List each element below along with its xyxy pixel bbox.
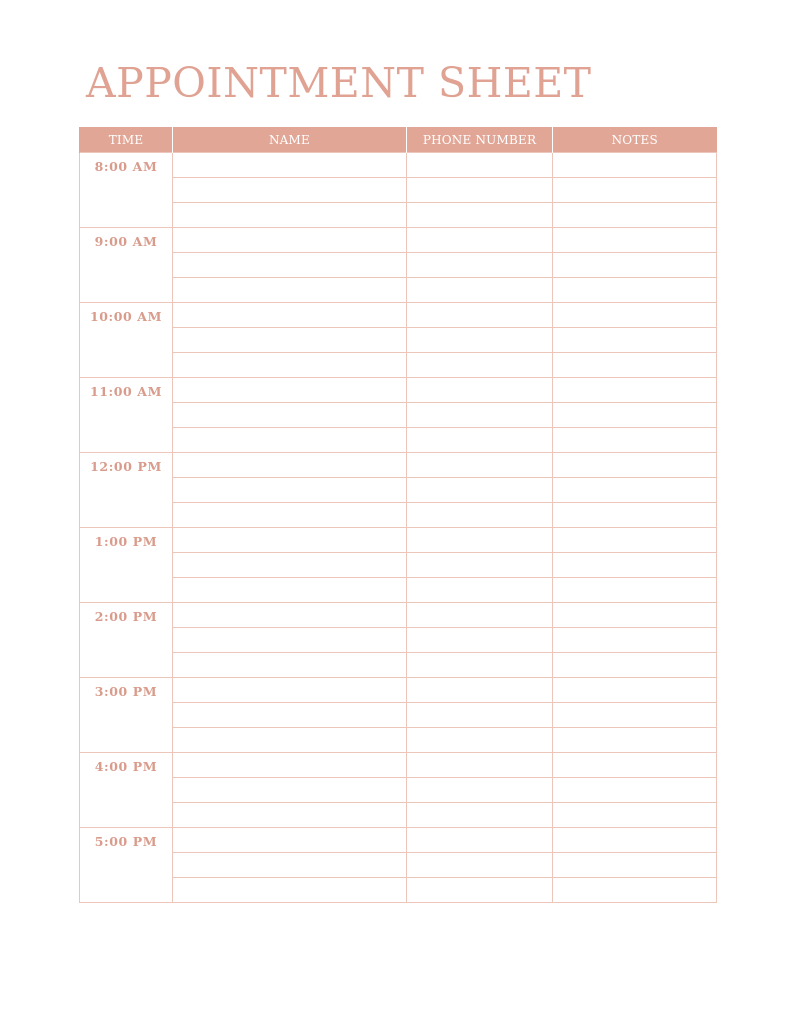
name-cell[interactable] [173,228,407,253]
phone-number-cell[interactable] [407,153,553,178]
appointment-row [80,253,717,278]
notes-cell[interactable] [553,178,717,203]
name-cell[interactable] [173,503,407,528]
notes-cell[interactable] [553,653,717,678]
phone-number-cell[interactable] [407,528,553,553]
notes-cell[interactable] [553,153,717,178]
appointment-row [80,153,717,178]
phone-number-cell[interactable] [407,878,553,903]
name-cell[interactable] [173,528,407,553]
phone-number-cell[interactable] [407,828,553,853]
notes-cell[interactable] [553,628,717,653]
phone-number-cell[interactable] [407,553,553,578]
name-cell[interactable] [173,303,407,328]
phone-number-cell[interactable] [407,253,553,278]
column-header-time: TIME [80,127,173,153]
name-cell[interactable] [173,203,407,228]
name-cell[interactable] [173,178,407,203]
phone-number-cell[interactable] [407,628,553,653]
notes-cell[interactable] [553,478,717,503]
name-cell[interactable] [173,153,407,178]
name-cell[interactable] [173,453,407,478]
name-cell[interactable] [173,403,407,428]
phone-number-cell[interactable] [407,853,553,878]
appointment-row [80,428,717,453]
notes-cell[interactable] [553,278,717,303]
appointment-row [80,278,717,303]
notes-cell[interactable] [553,253,717,278]
appointment-row [80,578,717,603]
notes-cell[interactable] [553,728,717,753]
time-slot-label: 11:00 AM [80,378,173,453]
phone-number-cell[interactable] [407,603,553,628]
time-slot-label: 10:00 AM [80,303,173,378]
notes-cell[interactable] [553,378,717,403]
phone-number-cell[interactable] [407,403,553,428]
name-cell[interactable] [173,778,407,803]
phone-number-cell[interactable] [407,378,553,403]
phone-number-cell[interactable] [407,678,553,703]
name-cell[interactable] [173,828,407,853]
time-slot-label: 1:00 PM [80,528,173,603]
name-cell[interactable] [173,353,407,378]
notes-cell[interactable] [553,228,717,253]
appointment-row [80,453,717,478]
appointment-row [80,228,717,253]
appointment-row [80,853,717,878]
appointment-row [80,178,717,203]
table-header [80,127,717,153]
time-slot-label: 3:00 PM [80,678,173,753]
appointment-row [80,753,717,778]
appointment-row [80,203,717,228]
appointment-row [80,528,717,553]
phone-number-cell[interactable] [407,278,553,303]
phone-number-cell[interactable] [407,228,553,253]
appointment-row [80,603,717,628]
appointment-row [80,878,717,903]
name-cell[interactable] [173,478,407,503]
notes-cell[interactable] [553,553,717,578]
phone-number-cell[interactable] [407,478,553,503]
notes-cell[interactable] [553,828,717,853]
time-slot-label: 9:00 AM [80,228,173,303]
phone-number-cell[interactable] [407,653,553,678]
notes-cell[interactable] [553,403,717,428]
name-cell[interactable] [173,328,407,353]
appointment-row [80,778,717,803]
phone-number-cell[interactable] [407,803,553,828]
notes-cell[interactable] [553,753,717,778]
notes-cell[interactable] [553,878,717,903]
table-body [80,153,717,903]
appointment-row [80,728,717,753]
name-cell[interactable] [173,853,407,878]
phone-number-cell[interactable] [407,753,553,778]
column-header-notes: NOTES [553,127,717,153]
notes-cell[interactable] [553,203,717,228]
name-cell[interactable] [173,703,407,728]
time-slot-label: 12:00 PM [80,453,173,528]
phone-number-cell[interactable] [407,453,553,478]
appointment-row [80,353,717,378]
appointment-row [80,503,717,528]
phone-number-cell[interactable] [407,728,553,753]
name-cell[interactable] [173,553,407,578]
phone-number-cell[interactable] [407,328,553,353]
name-cell[interactable] [173,378,407,403]
notes-cell[interactable] [553,803,717,828]
appointment-row [80,328,717,353]
page-title: APPOINTMENT SHEET [86,59,592,107]
notes-cell[interactable] [553,603,717,628]
name-cell[interactable] [173,878,407,903]
notes-cell[interactable] [553,578,717,603]
column-header-phone-number: PHONE NUMBER [407,127,553,153]
name-cell[interactable] [173,428,407,453]
notes-cell[interactable] [553,778,717,803]
name-cell[interactable] [173,628,407,653]
phone-number-cell[interactable] [407,353,553,378]
notes-cell[interactable] [553,528,717,553]
notes-cell[interactable] [553,328,717,353]
name-cell[interactable] [173,678,407,703]
appointment-row [80,378,717,403]
column-header-name: NAME [173,127,407,153]
appointment-row [80,653,717,678]
name-cell[interactable] [173,278,407,303]
appointment-row [80,703,717,728]
phone-number-cell[interactable] [407,428,553,453]
time-slot-label: 8:00 AM [80,153,173,228]
name-cell[interactable] [173,578,407,603]
notes-cell[interactable] [553,428,717,453]
notes-cell[interactable] [553,353,717,378]
appointment-row [80,628,717,653]
appointment-row [80,828,717,853]
notes-cell[interactable] [553,678,717,703]
name-cell[interactable] [173,653,407,678]
phone-number-cell[interactable] [407,503,553,528]
notes-cell[interactable] [553,853,717,878]
name-cell[interactable] [173,253,407,278]
appointment-row [80,678,717,703]
phone-number-cell[interactable] [407,203,553,228]
time-slot-label: 2:00 PM [80,603,173,678]
time-slot-label: 4:00 PM [80,753,173,828]
notes-cell[interactable] [553,703,717,728]
phone-number-cell[interactable] [407,778,553,803]
notes-cell[interactable] [553,303,717,328]
header-row [80,127,717,153]
phone-number-cell[interactable] [407,703,553,728]
phone-number-cell[interactable] [407,578,553,603]
name-cell[interactable] [173,603,407,628]
appointment-table [79,127,717,903]
time-slot-label: 5:00 PM [80,828,173,903]
name-cell[interactable] [173,728,407,753]
notes-cell[interactable] [553,503,717,528]
appointment-row [80,303,717,328]
appointment-row [80,403,717,428]
name-cell[interactable] [173,803,407,828]
appointment-row [80,803,717,828]
phone-number-cell[interactable] [407,178,553,203]
phone-number-cell[interactable] [407,303,553,328]
notes-cell[interactable] [553,453,717,478]
appointment-row [80,553,717,578]
name-cell[interactable] [173,753,407,778]
appointment-row [80,478,717,503]
